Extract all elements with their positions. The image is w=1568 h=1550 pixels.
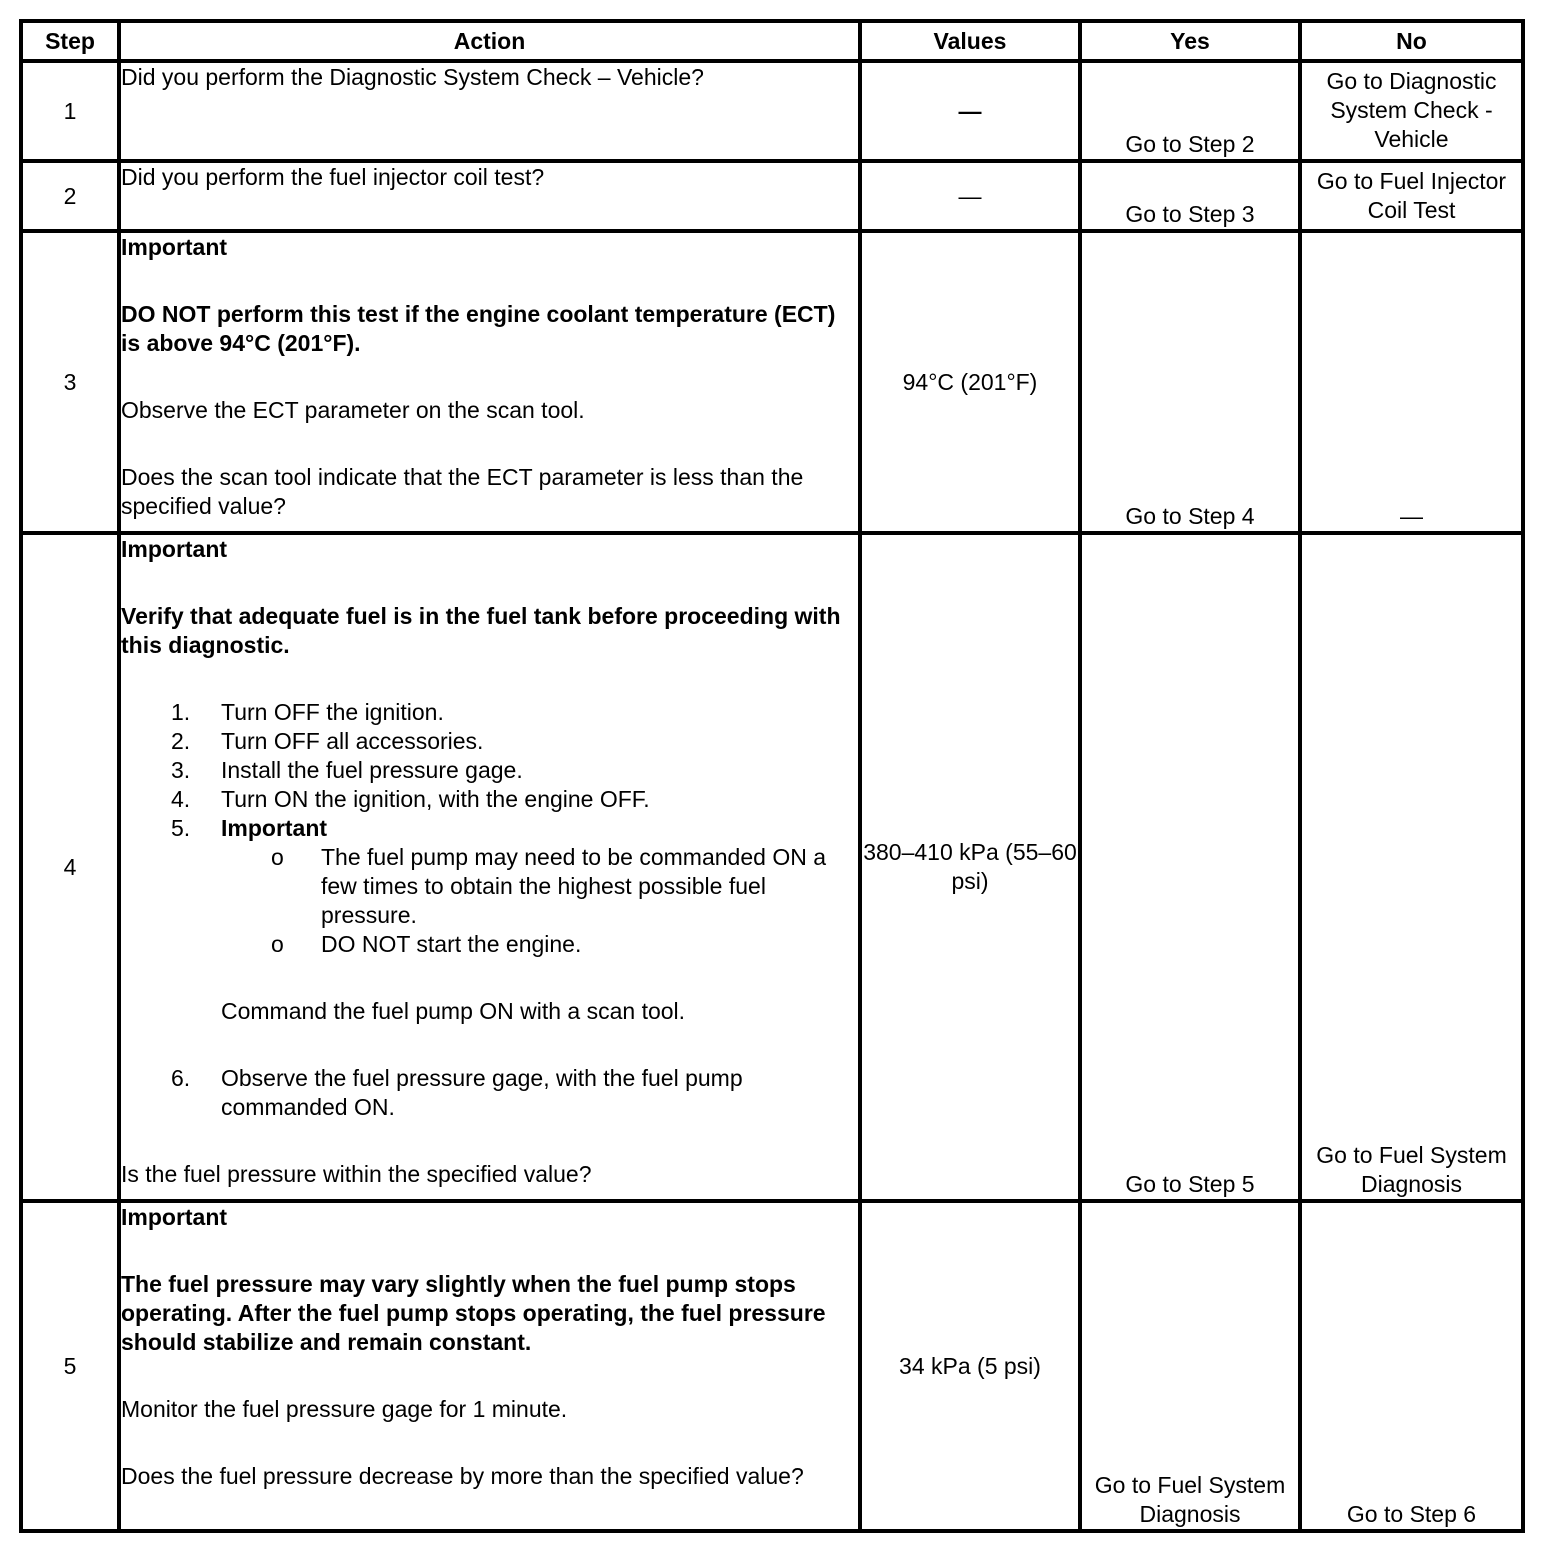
step-number: 4	[21, 533, 119, 1201]
substep-number: 6.	[171, 1065, 191, 1091]
substep-list	[121, 698, 858, 1122]
important-warning: Verify that adequate fuel is in the fuel tank before proceeding with this diagnostic.	[121, 603, 841, 658]
important-label: Important	[121, 234, 228, 260]
step-number: 3	[21, 231, 119, 533]
substep-number: 1.	[171, 699, 191, 725]
list-item	[221, 843, 858, 930]
list-item	[121, 1064, 858, 1122]
action-cell	[119, 61, 860, 161]
no-cell: Go to Fuel System Diagnosis	[1300, 533, 1523, 1201]
step-number: 5	[21, 1201, 119, 1531]
no-cell: Go to Step 6	[1300, 1201, 1523, 1531]
step-number: 1	[21, 61, 119, 161]
substep-text: Install the fuel pressure gage.	[221, 757, 523, 783]
important-warning: The fuel pressure may vary slightly when the fuel pump stops operating. After the fuel pump stops operating, the fuel pressure should stabilize and remain constant.	[121, 1271, 826, 1355]
bullet-text: The fuel pump may need to be commanded ON a few times to obtain the highest possible fuel pressure.	[321, 844, 827, 928]
values-cell: —	[860, 161, 1080, 231]
bullet-text: DO NOT start the engine.	[321, 931, 582, 957]
list-item	[121, 756, 858, 785]
action-question: Does the fuel pressure decrease by more than the specified value?	[121, 1463, 804, 1489]
action-cell	[119, 231, 860, 533]
table-row	[21, 61, 1523, 161]
substep-text: Turn OFF the ignition.	[221, 699, 444, 725]
diagnostic-table	[19, 19, 1525, 1533]
header-row	[21, 21, 1523, 61]
important-label: Important	[121, 1204, 228, 1230]
yes-cell: Go to Step 3	[1080, 161, 1300, 231]
action-cell	[119, 533, 860, 1201]
action-cell	[119, 1201, 860, 1531]
table-row	[21, 533, 1523, 1201]
substep-text: Observe the fuel pressure gage, with the fuel pump commanded ON.	[221, 1065, 743, 1120]
list-item	[121, 727, 858, 756]
substep-number: 4.	[171, 786, 191, 812]
yes-cell: Go to Step 4	[1080, 231, 1300, 533]
substep-important-label: Important	[221, 815, 328, 841]
no-cell: —	[1300, 231, 1523, 533]
action-question: Is the fuel pressure within the specified value?	[121, 1161, 592, 1187]
sub-bullet-list	[221, 843, 858, 959]
action-question: Does the scan tool indicate that the ECT parameter is less than the specified value?	[121, 464, 804, 519]
list-item	[221, 930, 858, 959]
list-item	[121, 785, 858, 814]
values-cell: 94°C (201°F)	[860, 231, 1080, 533]
substep-command: Command the fuel pump ON with a scan tool.	[221, 998, 686, 1024]
table-row	[21, 231, 1523, 533]
bullet-marker: o	[271, 931, 284, 957]
values-cell: 34 kPa (5 psi)	[860, 1201, 1080, 1531]
values-cell: 380–410 kPa (55–60 psi)	[860, 533, 1080, 1201]
header-yes: Yes	[1080, 21, 1300, 61]
header-values: Values	[860, 21, 1080, 61]
substep-number: 2.	[171, 728, 191, 754]
header-no: No	[1300, 21, 1523, 61]
yes-cell: Go to Step 2	[1080, 61, 1300, 161]
action-question: Did you perform the Diagnostic System Check – Vehicle?	[121, 64, 704, 90]
table-row	[21, 1201, 1523, 1531]
substep-text: Turn OFF all accessories.	[221, 728, 484, 754]
no-cell: Go to Diagnostic System Check - Vehicle	[1300, 61, 1523, 161]
substep-number: 5.	[171, 815, 191, 841]
step-number: 2	[21, 161, 119, 231]
header-action: Action	[119, 21, 860, 61]
values-cell: —	[860, 61, 1080, 161]
important-label: Important	[121, 536, 228, 562]
action-instruction: Observe the ECT parameter on the scan tool.	[121, 397, 585, 423]
no-cell: Go to Fuel Injector Coil Test	[1300, 161, 1523, 231]
substep-text: Turn ON the ignition, with the engine OFF.	[221, 786, 650, 812]
action-cell	[119, 161, 860, 231]
action-instruction: Monitor the fuel pressure gage for 1 minute.	[121, 1396, 568, 1422]
header-step: Step	[21, 21, 119, 61]
bullet-marker: o	[271, 844, 284, 870]
list-item	[121, 814, 858, 1064]
important-warning: DO NOT perform this test if the engine coolant temperature (ECT) is above 94°C (201°F).	[121, 301, 836, 356]
list-item	[121, 698, 858, 727]
substep-number: 3.	[171, 757, 191, 783]
action-question: Did you perform the fuel injector coil test?	[121, 164, 545, 190]
yes-cell: Go to Fuel System Diagnosis	[1080, 1201, 1300, 1531]
table-row	[21, 161, 1523, 231]
yes-cell: Go to Step 5	[1080, 533, 1300, 1201]
